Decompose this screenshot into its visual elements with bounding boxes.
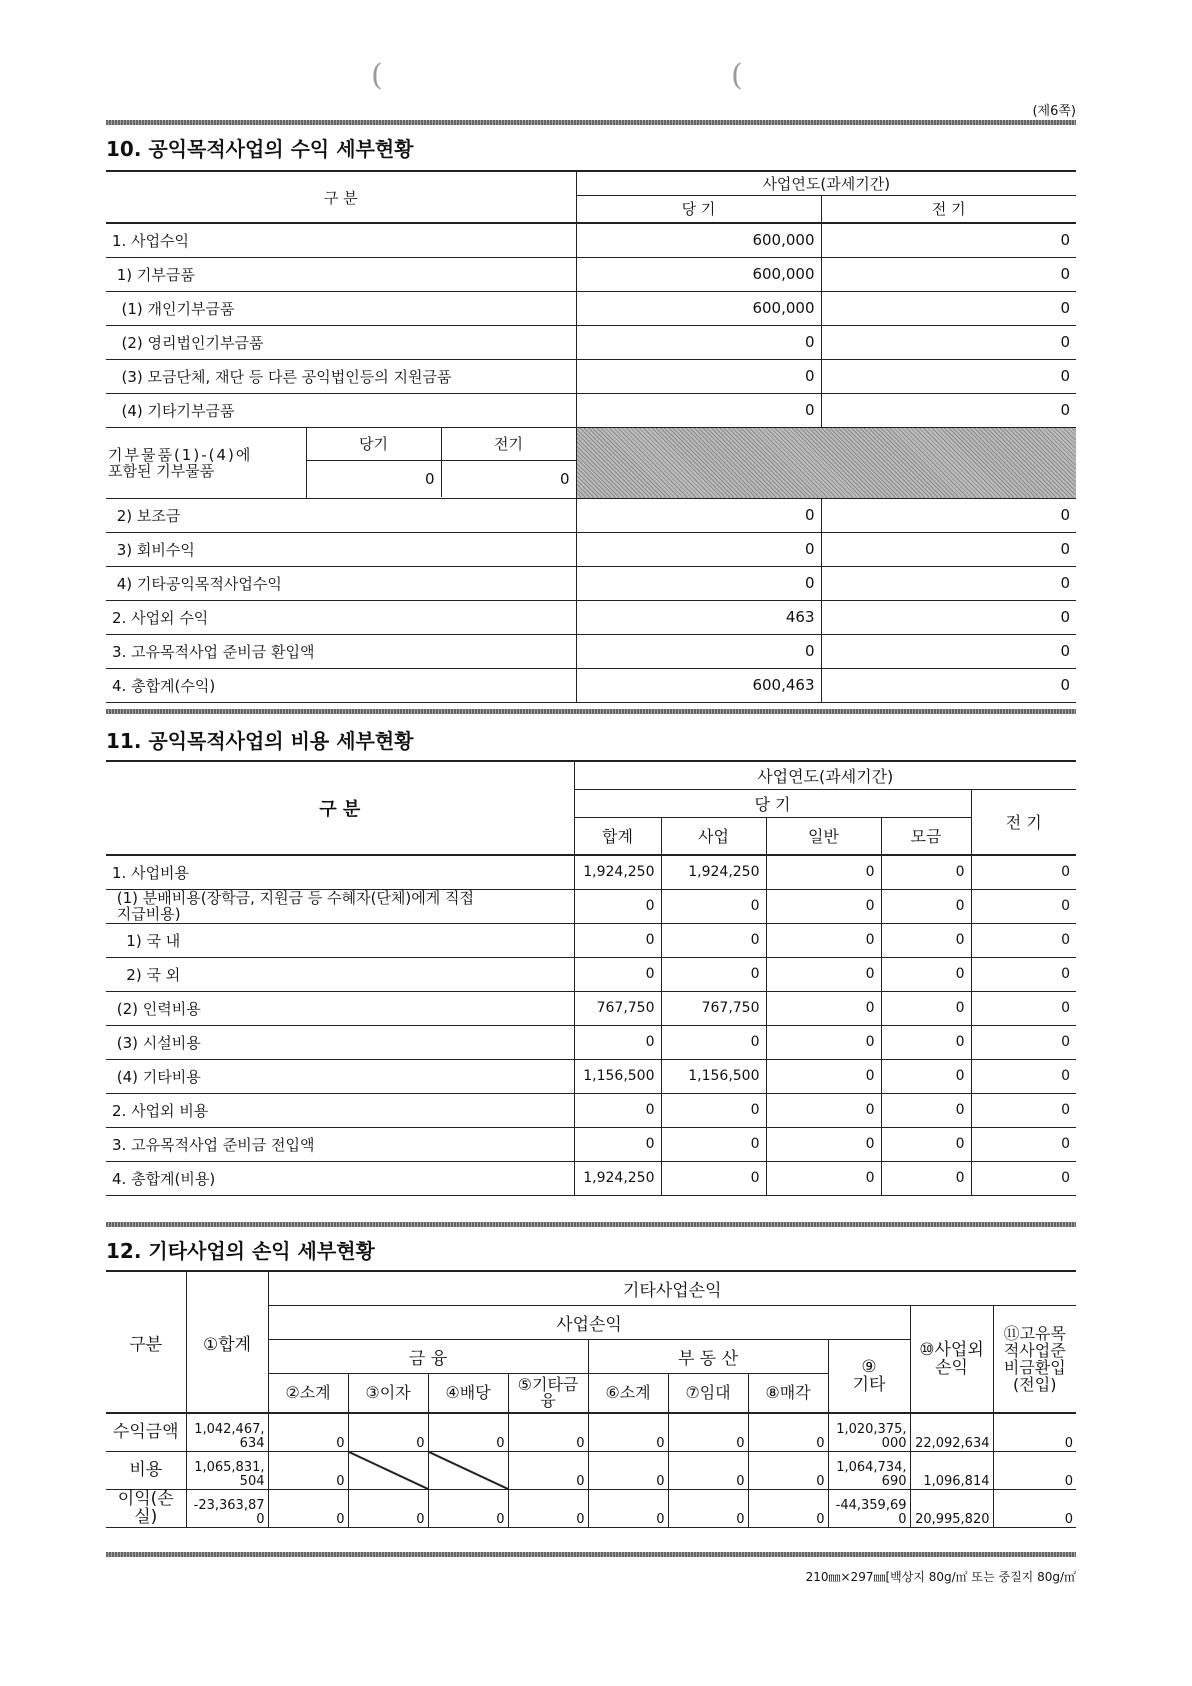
sec11-title: 11. 공익목적사업의 비용 세부현황: [106, 729, 414, 753]
sec11-row-value: 0: [766, 889, 881, 923]
sec11-sub-fundraise: 모금: [881, 817, 971, 855]
sec10-row-prior: 0: [821, 532, 1076, 566]
paper-spec-footer: 210㎜×297㎜[백상지 80g/㎡ 또는 중질지 80g/㎡: [805, 1570, 1076, 1584]
sec11-row-value: 0: [881, 1093, 971, 1127]
sec12-row-value: 1,064,734,690: [828, 1451, 910, 1489]
sec10-row: [106, 600, 1076, 634]
sec12-title: 12. 기타사업의 손익 세부현황: [106, 1239, 375, 1263]
sec12-row-value: 0: [348, 1413, 428, 1451]
sec10-row: [106, 668, 1076, 702]
sec11-row-value: 0: [881, 855, 971, 889]
sec11-row-value: 0: [971, 923, 1076, 957]
sec12-row-value: 1,020,375,000: [828, 1413, 910, 1451]
sec11-year-header: 사업연도(과세기간): [574, 761, 1076, 789]
sec11-row-value: 0: [661, 1093, 766, 1127]
sec11-row-label-line: (3) 시설비용: [112, 1033, 201, 1052]
sec10-goods-label1: 기부물품(1)-(4)에: [108, 445, 253, 464]
sec11-row-value: 0: [881, 1059, 971, 1093]
sec10-row-label: 4. 총합계(수익): [106, 668, 576, 702]
sec12-other-header: 기타사업손익: [268, 1271, 1076, 1305]
sec11-row-value: 1,924,250: [574, 855, 661, 889]
sec11-prior-header: 전 기: [971, 789, 1076, 855]
sec11-row: [106, 1059, 1076, 1093]
sec10-row: [106, 257, 1076, 291]
sec11-row-label-line: (1) 분배비용(장학금, 지원금 등 수혜자(단체)에게 직접: [112, 889, 474, 907]
sec10-prior-header: 전 기: [821, 195, 1076, 223]
sec10-row: [106, 359, 1076, 393]
sec10-goods-label: [106, 428, 306, 498]
sec11-row-value: 0: [574, 1093, 661, 1127]
sec12-row-value: 0: [268, 1413, 348, 1451]
sec12-sub-header: ⑧매각: [748, 1373, 828, 1413]
sec12-row-value: 0: [668, 1413, 748, 1451]
sec12-row-value: 0: [748, 1413, 828, 1451]
top-rule: [106, 120, 1076, 125]
sec10-row-label: 2. 사업외 수익: [106, 600, 576, 634]
sec10-row-prior: 0: [821, 223, 1076, 257]
sec11-row-label-line: 3. 고유목적사업 준비금 전입액: [112, 1135, 315, 1154]
sec11-current-header: 당 기: [574, 789, 971, 817]
sec12-etc-header: ⑨ 기타: [828, 1339, 910, 1413]
sec12-row-value: 1,042,467,634: [186, 1413, 268, 1451]
sec10-gubun-header: 구 분: [106, 171, 576, 223]
sec11-row-label: [106, 1093, 574, 1127]
sec11-row-value: 0: [881, 1025, 971, 1059]
sec10-row: [106, 566, 1076, 600]
sec12-row-value: 0: [348, 1489, 428, 1527]
binder-hole-icon: (: [371, 58, 383, 93]
sec12-row-value: 0: [993, 1413, 1076, 1451]
sec11-row-value: 0: [971, 991, 1076, 1025]
sec11-sub-total: 합계: [574, 817, 661, 855]
sec12-real-header: 부 동 산: [588, 1339, 828, 1373]
sec10-row-prior: 0: [821, 257, 1076, 291]
sec12-row-value: 0: [993, 1451, 1076, 1489]
sec10-row: [106, 223, 1076, 257]
sec10-goods-label2: 포함된 기부물품: [108, 461, 215, 480]
sec11-row-value: 0: [574, 1025, 661, 1059]
sec11-row-value: 0: [766, 957, 881, 991]
sec10-row: [106, 498, 1076, 532]
sec10-row: [106, 291, 1076, 325]
sec11-row-value: 0: [766, 855, 881, 889]
page-label: (제6쪽): [1032, 104, 1076, 119]
sec12-row: [106, 1451, 1076, 1489]
sec11-row-value: 767,750: [661, 991, 766, 1025]
sec11-row-value: 0: [766, 1093, 881, 1127]
sec11-row: [106, 889, 1076, 923]
diagonal-slash-icon: [429, 1452, 508, 1489]
sec11-row-value: 0: [661, 889, 766, 923]
sec12-sub-header: ⑤기타금융: [508, 1373, 588, 1413]
sec12-row-value: 22,092,634: [910, 1413, 993, 1451]
sec10-title: 10. 공익목적사업의 수익 세부현황: [106, 137, 414, 161]
sec10-row-current: 600,000: [576, 291, 821, 325]
sec11-row: [106, 1093, 1076, 1127]
sec12-row: [106, 1413, 1076, 1451]
sec10-row-prior: 0: [821, 634, 1076, 668]
sec10-row-prior: 0: [821, 498, 1076, 532]
sec12-row-value: 0: [588, 1489, 668, 1527]
sec11-row-value: 0: [881, 991, 971, 1025]
sec12-row-value: -23,363,870: [186, 1489, 268, 1527]
sec11-row-value: 0: [661, 1161, 766, 1195]
sec12-sub-header: ④배당: [428, 1373, 508, 1413]
sec10-row-current: 0: [576, 566, 821, 600]
sec10-row-current: 600,463: [576, 668, 821, 702]
sec11-row-value: 0: [661, 1127, 766, 1161]
sec12-row-value: 0: [508, 1451, 588, 1489]
sec11-row-value: 767,750: [574, 991, 661, 1025]
sec12-nonbiz-header: ⑩사업외손익: [910, 1305, 993, 1413]
sec12-row-value: 0: [508, 1413, 588, 1451]
sec11-row-value: 0: [766, 991, 881, 1025]
sec12-sub-header: ②소계: [268, 1373, 348, 1413]
sec10-row-current: 600,000: [576, 223, 821, 257]
sec10-goods-subtable: [106, 428, 576, 498]
sec10-goods-grid: [307, 428, 576, 497]
sec12-row-value: 0: [428, 1489, 508, 1527]
sec11-row-label: [106, 923, 574, 957]
sec11-row: [106, 923, 1076, 957]
sec10-row-current: 600,000: [576, 257, 821, 291]
sec12-diagonal-cell: [428, 1451, 508, 1489]
sec12-sub-header: ③이자: [348, 1373, 428, 1413]
sec10-row-label: (4) 기타기부금품: [106, 393, 576, 427]
sec12-row-label: 비용: [106, 1451, 186, 1489]
sec12-row-value: -44,359,690: [828, 1489, 910, 1527]
sec10-row: [106, 393, 1076, 427]
sec11-row-label-line: 2) 국 외: [112, 965, 181, 984]
sec10-goods-shaded: [576, 427, 1076, 498]
sec10-row-label: 1) 기부금품: [106, 257, 576, 291]
sec10-goods-v-cur: 0: [307, 460, 442, 497]
sec12-row-value: 0: [668, 1489, 748, 1527]
sec10-row-label: (2) 영리법인기부금품: [106, 325, 576, 359]
sec11-row-value: 0: [971, 1161, 1076, 1195]
sec11-row-label-line: 1. 사업비용: [112, 863, 190, 882]
sec12-fin-header: 금 융: [268, 1339, 588, 1373]
sec11-row-label: [106, 957, 574, 991]
sec12-row-value: 0: [588, 1451, 668, 1489]
sec11-row-value: 0: [971, 1093, 1076, 1127]
sec12-row-value: 0: [268, 1451, 348, 1489]
sec11-row-label: [106, 1025, 574, 1059]
sec11-row-value: 0: [766, 1161, 881, 1195]
sec11-row-value: 0: [881, 889, 971, 923]
sec11-row-value: 0: [881, 1161, 971, 1195]
sec11-row-value: 1,156,500: [574, 1059, 661, 1093]
sec10-row-label: 4) 기타공익목적사업수익: [106, 566, 576, 600]
sec10-row: [106, 532, 1076, 566]
sec12-biz-header: 사업손익: [268, 1305, 910, 1339]
sec11-row-label-line: 1) 국 내: [112, 931, 181, 950]
sec12-row-value: 0: [668, 1451, 748, 1489]
sec11-row-label-line: 4. 총합계(비용): [112, 1169, 216, 1188]
sec11-row-value: 0: [971, 1127, 1076, 1161]
sec11-row-value: 0: [971, 957, 1076, 991]
sec10-bottom-rule: [106, 709, 1076, 714]
sec10-row-label: (1) 개인기부금품: [106, 291, 576, 325]
sec12-row-value: 20,995,820: [910, 1489, 993, 1527]
sec11-row-value: 0: [881, 1127, 971, 1161]
sec10-goods-values: [306, 428, 576, 498]
sec11-table: [106, 760, 1076, 1196]
sec10-row-label: 3. 고유목적사업 준비금 환입액: [106, 634, 576, 668]
sec11-row-value: 0: [661, 1025, 766, 1059]
sec11-bottom-rule: [106, 1222, 1076, 1227]
sec10-year-header: 사업연도(과세기간): [576, 171, 1076, 195]
sec11-row-label: [106, 855, 574, 889]
sec11-row-value: 0: [574, 923, 661, 957]
sec10-goods-h-cur: 당기: [307, 428, 442, 460]
sec11-row: [106, 1025, 1076, 1059]
sec12-row-label: 이익(손실): [106, 1489, 186, 1527]
sec10-current-header: 당 기: [576, 195, 821, 223]
sec11-row-value: 1,924,250: [574, 1161, 661, 1195]
sec11-row-label: [106, 991, 574, 1025]
sec11-row-value: 0: [881, 923, 971, 957]
sec11-row-label-line: (2) 인력비용: [112, 999, 201, 1018]
binder-hole-icon: (: [731, 58, 743, 93]
sec11-row-value: 0: [971, 855, 1076, 889]
sec11-gubun-header: 구 분: [106, 761, 574, 855]
sec11-row-label: [106, 1059, 574, 1093]
sec11-row-value: 0: [661, 957, 766, 991]
sec11-row-value: 0: [971, 889, 1076, 923]
sec12-gubun-header: 구분: [106, 1271, 186, 1413]
sec12-row: [106, 1489, 1076, 1527]
sec10-row-prior: 0: [821, 291, 1076, 325]
sec10-row-current: 0: [576, 634, 821, 668]
sec12-row-value: 0: [748, 1451, 828, 1489]
sec10-row-label: 2) 보조금: [106, 498, 576, 532]
sec11-row-value: 0: [766, 923, 881, 957]
sec12-table: [106, 1270, 1076, 1528]
sec11-row: [106, 1161, 1076, 1195]
sec10-row-current: 0: [576, 359, 821, 393]
sec11-row-value: 0: [574, 889, 661, 923]
sec11-row-label: [106, 1127, 574, 1161]
sec11-row-label: [106, 889, 574, 923]
sec12-row-value: 0: [748, 1489, 828, 1527]
sec12-row-value: 0: [588, 1413, 668, 1451]
sec10-row-current: 0: [576, 325, 821, 359]
sec10-row: [106, 634, 1076, 668]
sec11-row-label: [106, 1161, 574, 1195]
sec12-reserve-header: ⑪고유목적사업준비금환입(전입): [993, 1305, 1076, 1413]
sec12-row-value: 1,065,831,504: [186, 1451, 268, 1489]
sec12-row-value: 0: [508, 1489, 588, 1527]
sec11-row-value: 0: [574, 957, 661, 991]
sec12-row-value: 1,096,814: [910, 1451, 993, 1489]
sec12-sub-header: ⑦임대: [668, 1373, 748, 1413]
sec11-row-value: 0: [971, 1059, 1076, 1093]
sec11-row: [106, 991, 1076, 1025]
sec11-row-value: 1,156,500: [661, 1059, 766, 1093]
sec11-row-value: 0: [766, 1025, 881, 1059]
sec12-total-header: ①합계: [186, 1271, 268, 1413]
sec10-row-current: 0: [576, 498, 821, 532]
sec10-row-label: 1. 사업수익: [106, 223, 576, 257]
sec11-row: [106, 855, 1076, 889]
sec10-row-prior: 0: [821, 600, 1076, 634]
sec10-row-prior: 0: [821, 566, 1076, 600]
sec11-row-value: 0: [661, 923, 766, 957]
sec11-row-label-line2: 지급비용): [112, 905, 181, 923]
sec10-goods-cell: [106, 427, 576, 498]
sec12-row-label: 수익금액: [106, 1413, 186, 1451]
bottom-rule: [106, 1552, 1076, 1557]
sec12-row-value: 0: [268, 1489, 348, 1527]
sec10-row-prior: 0: [821, 668, 1076, 702]
sec11-sub-biz: 사업: [661, 817, 766, 855]
sec11-row-value: 1,924,250: [661, 855, 766, 889]
sec10-row-label: 3) 회비수익: [106, 532, 576, 566]
sec10-row-prior: 0: [821, 393, 1076, 427]
sec11-row-value: 0: [971, 1025, 1076, 1059]
sec12-diagonal-cell: [348, 1451, 428, 1489]
sec10-table: [106, 170, 1076, 703]
sec11-row-label-line: 2. 사업외 비용: [112, 1101, 209, 1120]
sec11-row-value: 0: [766, 1059, 881, 1093]
sec10-goods-h-prior: 전기: [441, 428, 576, 460]
sec11-row: [106, 957, 1076, 991]
sec11-row-label-line: (4) 기타비용: [112, 1067, 201, 1086]
sec11-row-value: 0: [766, 1127, 881, 1161]
sec11-sub-general: 일반: [766, 817, 881, 855]
sec10-row: [106, 325, 1076, 359]
sec10-row-current: 0: [576, 393, 821, 427]
sec12-sub-header: ⑥소계: [588, 1373, 668, 1413]
sec11-row-value: 0: [881, 957, 971, 991]
sec10-row-current: 0: [576, 532, 821, 566]
diagonal-slash-icon: [349, 1452, 428, 1489]
sec10-row-current: 463: [576, 600, 821, 634]
sec10-row-label: (3) 모금단체, 재단 등 다른 공익법인등의 지원금품: [106, 359, 576, 393]
sec11-row-value: 0: [574, 1127, 661, 1161]
sec11-row: [106, 1127, 1076, 1161]
sec12-row-value: 0: [993, 1489, 1076, 1527]
sec10-row-prior: 0: [821, 325, 1076, 359]
sec10-row-prior: 0: [821, 359, 1076, 393]
sec12-row-value: 0: [428, 1413, 508, 1451]
sec10-goods-v-prior: 0: [559, 469, 570, 488]
